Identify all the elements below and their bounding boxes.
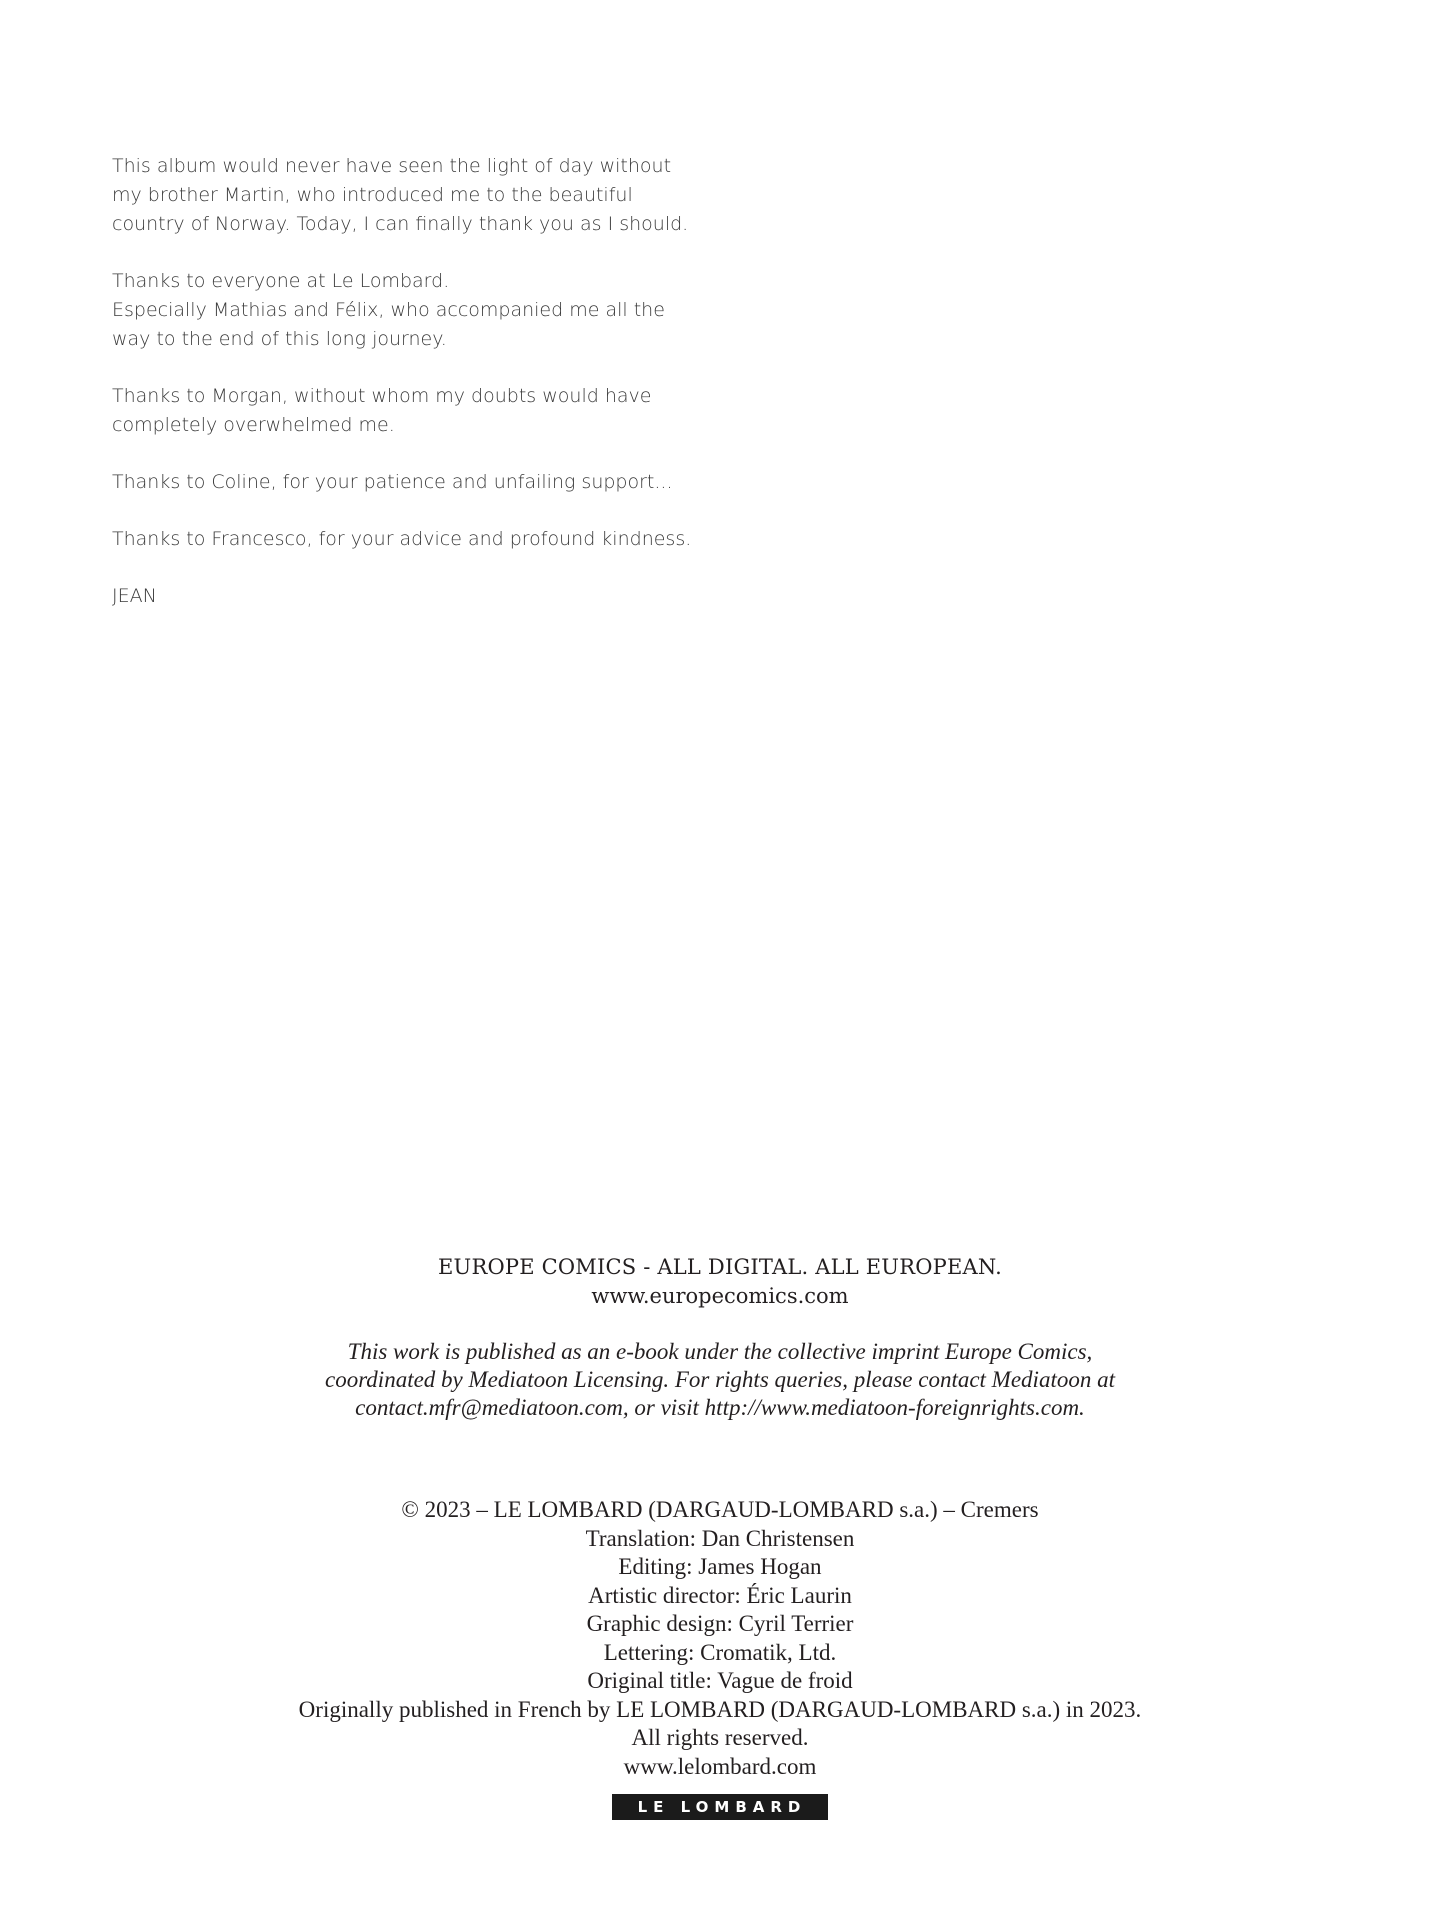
original-publication: Originally published in French by LE LOMBARD (DARGAUD-LOMBARD s.a.) in 2023.: [298, 1696, 1142, 1722]
ack-line: Thanks to Morgan, without whom my doubts would have: [112, 385, 652, 407]
ack-paragraph-francesco: [112, 525, 732, 554]
ack-line: my brother Martin, who introduced me to the beautiful: [112, 184, 633, 206]
graphic-design-credit: Graphic design: Cyril Terrier: [586, 1611, 854, 1636]
ack-line: completely overwhelmed me.: [112, 414, 395, 436]
ack-line: country of Norway. Today, I can finally thank you as I should.: [112, 213, 689, 235]
ack-paragraph-coline: [112, 468, 732, 497]
publisher-logo-wrap: [0, 1794, 1440, 1820]
original-title: Original title: Vague de froid: [587, 1668, 853, 1693]
ack-line: Especially Mathias and Félix, who accompanied me all the: [112, 299, 665, 321]
translation-credit: Translation: Dan Christensen: [585, 1525, 855, 1551]
ack-line: This album would never have seen the light of day without: [112, 155, 672, 177]
rights-reserved: All rights reserved.: [631, 1725, 809, 1750]
notice-line: coordinated by Mediatoon Licensing. For rights queries, please contact Mediatoon at: [325, 1367, 1115, 1392]
ack-paragraph-lombard: [112, 267, 732, 354]
editing-credit: Editing: James Hogan: [618, 1554, 822, 1579]
artistic-director-credit: Artistic director: Éric Laurin: [588, 1582, 852, 1608]
ack-line: Thanks to Coline, for your patience and unfailing support...: [112, 471, 673, 493]
ack-line: Thanks to Francesco, for your advice and profound kindness.: [112, 528, 692, 550]
ack-paragraph-morgan: [112, 382, 732, 440]
publication-notice: [0, 1338, 1440, 1422]
lettering-credit: Lettering: Cromatik, Ltd.: [603, 1639, 837, 1665]
notice-line: contact.mfr@mediatoon.com, or visit http://www.mediatoon-foreignrights.com.: [355, 1395, 1085, 1420]
europecomics-url: www.europecomics.com: [591, 1284, 849, 1308]
notice-line: This work is published as an e-book under the collective imprint Europe Comics,: [347, 1339, 1093, 1364]
ack-line: way to the end of this long journey.: [112, 328, 447, 350]
author-signature: JEAN: [112, 585, 157, 607]
acknowledgements: [112, 152, 732, 639]
lelombard-url: www.lelombard.com: [623, 1753, 817, 1779]
credits-block: [0, 1496, 1440, 1781]
copyright-line: © 2023 – LE LOMBARD (DARGAUD-LOMBARD s.a.) – Cremers: [401, 1497, 1039, 1522]
le-lombard-logo: LE LOMBARD: [612, 1794, 828, 1820]
ack-paragraph-brother: [112, 152, 732, 239]
imprint-headline: EUROPE COMICS - ALL DIGITAL. ALL EUROPEAN.: [438, 1255, 1002, 1279]
ack-line: Thanks to everyone at Le Lombard.: [112, 270, 450, 292]
colophon: [0, 1253, 1440, 1820]
